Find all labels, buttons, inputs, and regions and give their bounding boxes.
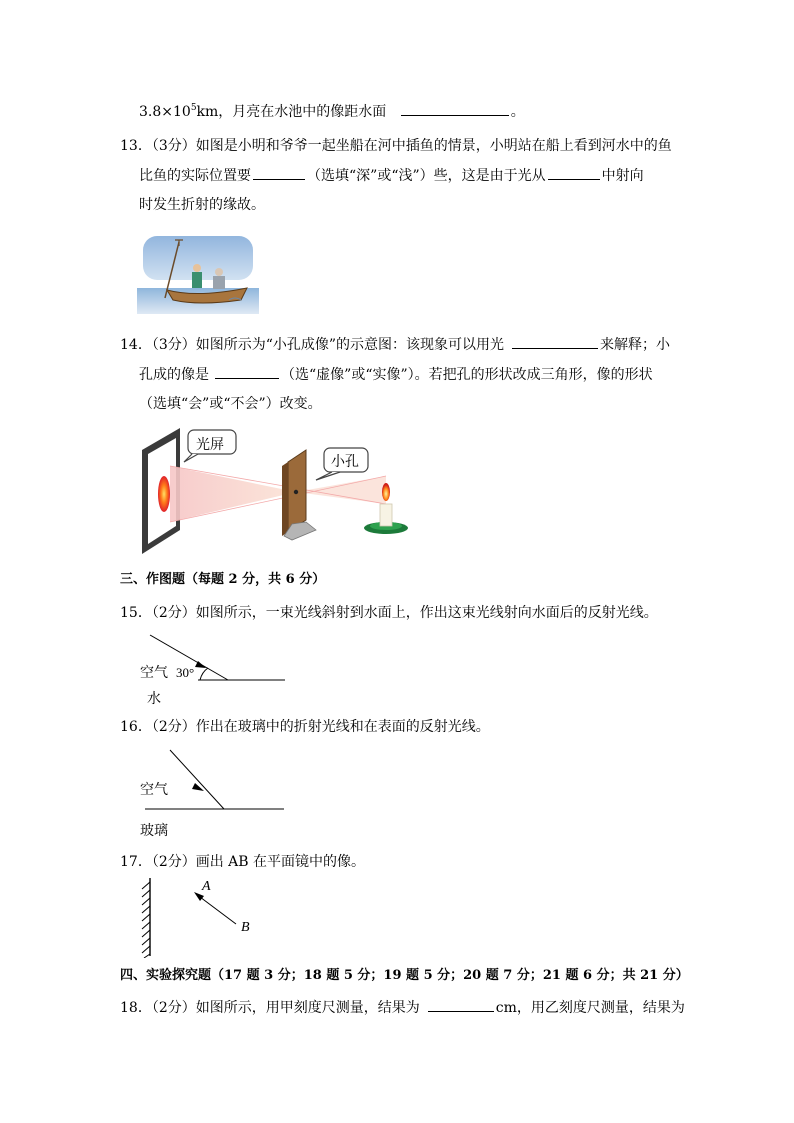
q17-point-a: A — [202, 879, 211, 894]
q16-text: 16．（2分）作出在玻璃中的折射光线和在表面的反射光线。 — [120, 719, 490, 735]
pinhole-figure — [136, 426, 416, 560]
q13-blank-1[interactable] — [253, 165, 305, 180]
q15-angle-label: 30° — [176, 665, 195, 680]
q14-line-1: 14．（3分）如图所示为“小孔成像”的示意图：该现象可以用光 来解释；小 — [120, 334, 670, 355]
q17-text: 17．（2分）画出 AB 在平面镜中的像。 — [120, 854, 366, 870]
q15-air-label: 空气 — [140, 665, 168, 681]
boat-fishing-figure — [137, 232, 259, 314]
q16-glass-label: 玻璃 — [140, 823, 168, 839]
label-hole: 小孔 — [331, 454, 359, 470]
q14-blank-1[interactable] — [512, 334, 598, 349]
q13-line-1: 13．（3分）如图是小明和爷爷一起坐船在河中插鱼的情景，小明站在船上看到河水中的鱼 — [120, 138, 672, 154]
q13-line-3: 时发生折射的缘故。 — [139, 197, 265, 213]
q14-line-3: （选填“会”或“不会”）改变。 — [139, 396, 322, 412]
section-4-title: 四、实验探究题（17 题 3 分；18 题 5 分；19 题 5 分；20 题 7 分；21 题 6 分；共 21 分） — [120, 968, 689, 983]
q13-blank-2[interactable] — [548, 165, 600, 180]
q12-line: $3.8\times 10^5km$，月亮在水池中的像距水面 。 — [139, 103, 525, 120]
q17-point-b: B — [241, 920, 250, 935]
q17-figure — [136, 876, 266, 958]
q18-blank-1[interactable] — [428, 997, 494, 1012]
q14-line-2: 孔成的像是 （选“虚像”或“实像”）。若把孔的形状改成三角形，像的形状 — [139, 364, 653, 385]
q15-text: 15．（2分）如图所示，一束光线斜射到水面上，作出这束光线射向水面后的反射光线。 — [120, 605, 658, 621]
q15-water-label: 水 — [147, 691, 161, 707]
q13-line-2: 比鱼的实际位置要 （选填“深”或“浅”）些，这是由于光从 中射向 — [139, 165, 644, 186]
section-3-title: 三、作图题（每题 2 分，共 6 分） — [120, 572, 326, 587]
q12-answer-blank[interactable] — [401, 101, 509, 116]
q18-line-1: 18．（2分）如图所示，用甲刻度尺测量，结果为 cm，用乙刻度尺测量，结果为 — [120, 997, 685, 1018]
q16-air-label: 空气 — [140, 782, 168, 798]
label-screen: 光屏 — [196, 437, 224, 453]
q14-blank-2[interactable] — [215, 364, 279, 379]
